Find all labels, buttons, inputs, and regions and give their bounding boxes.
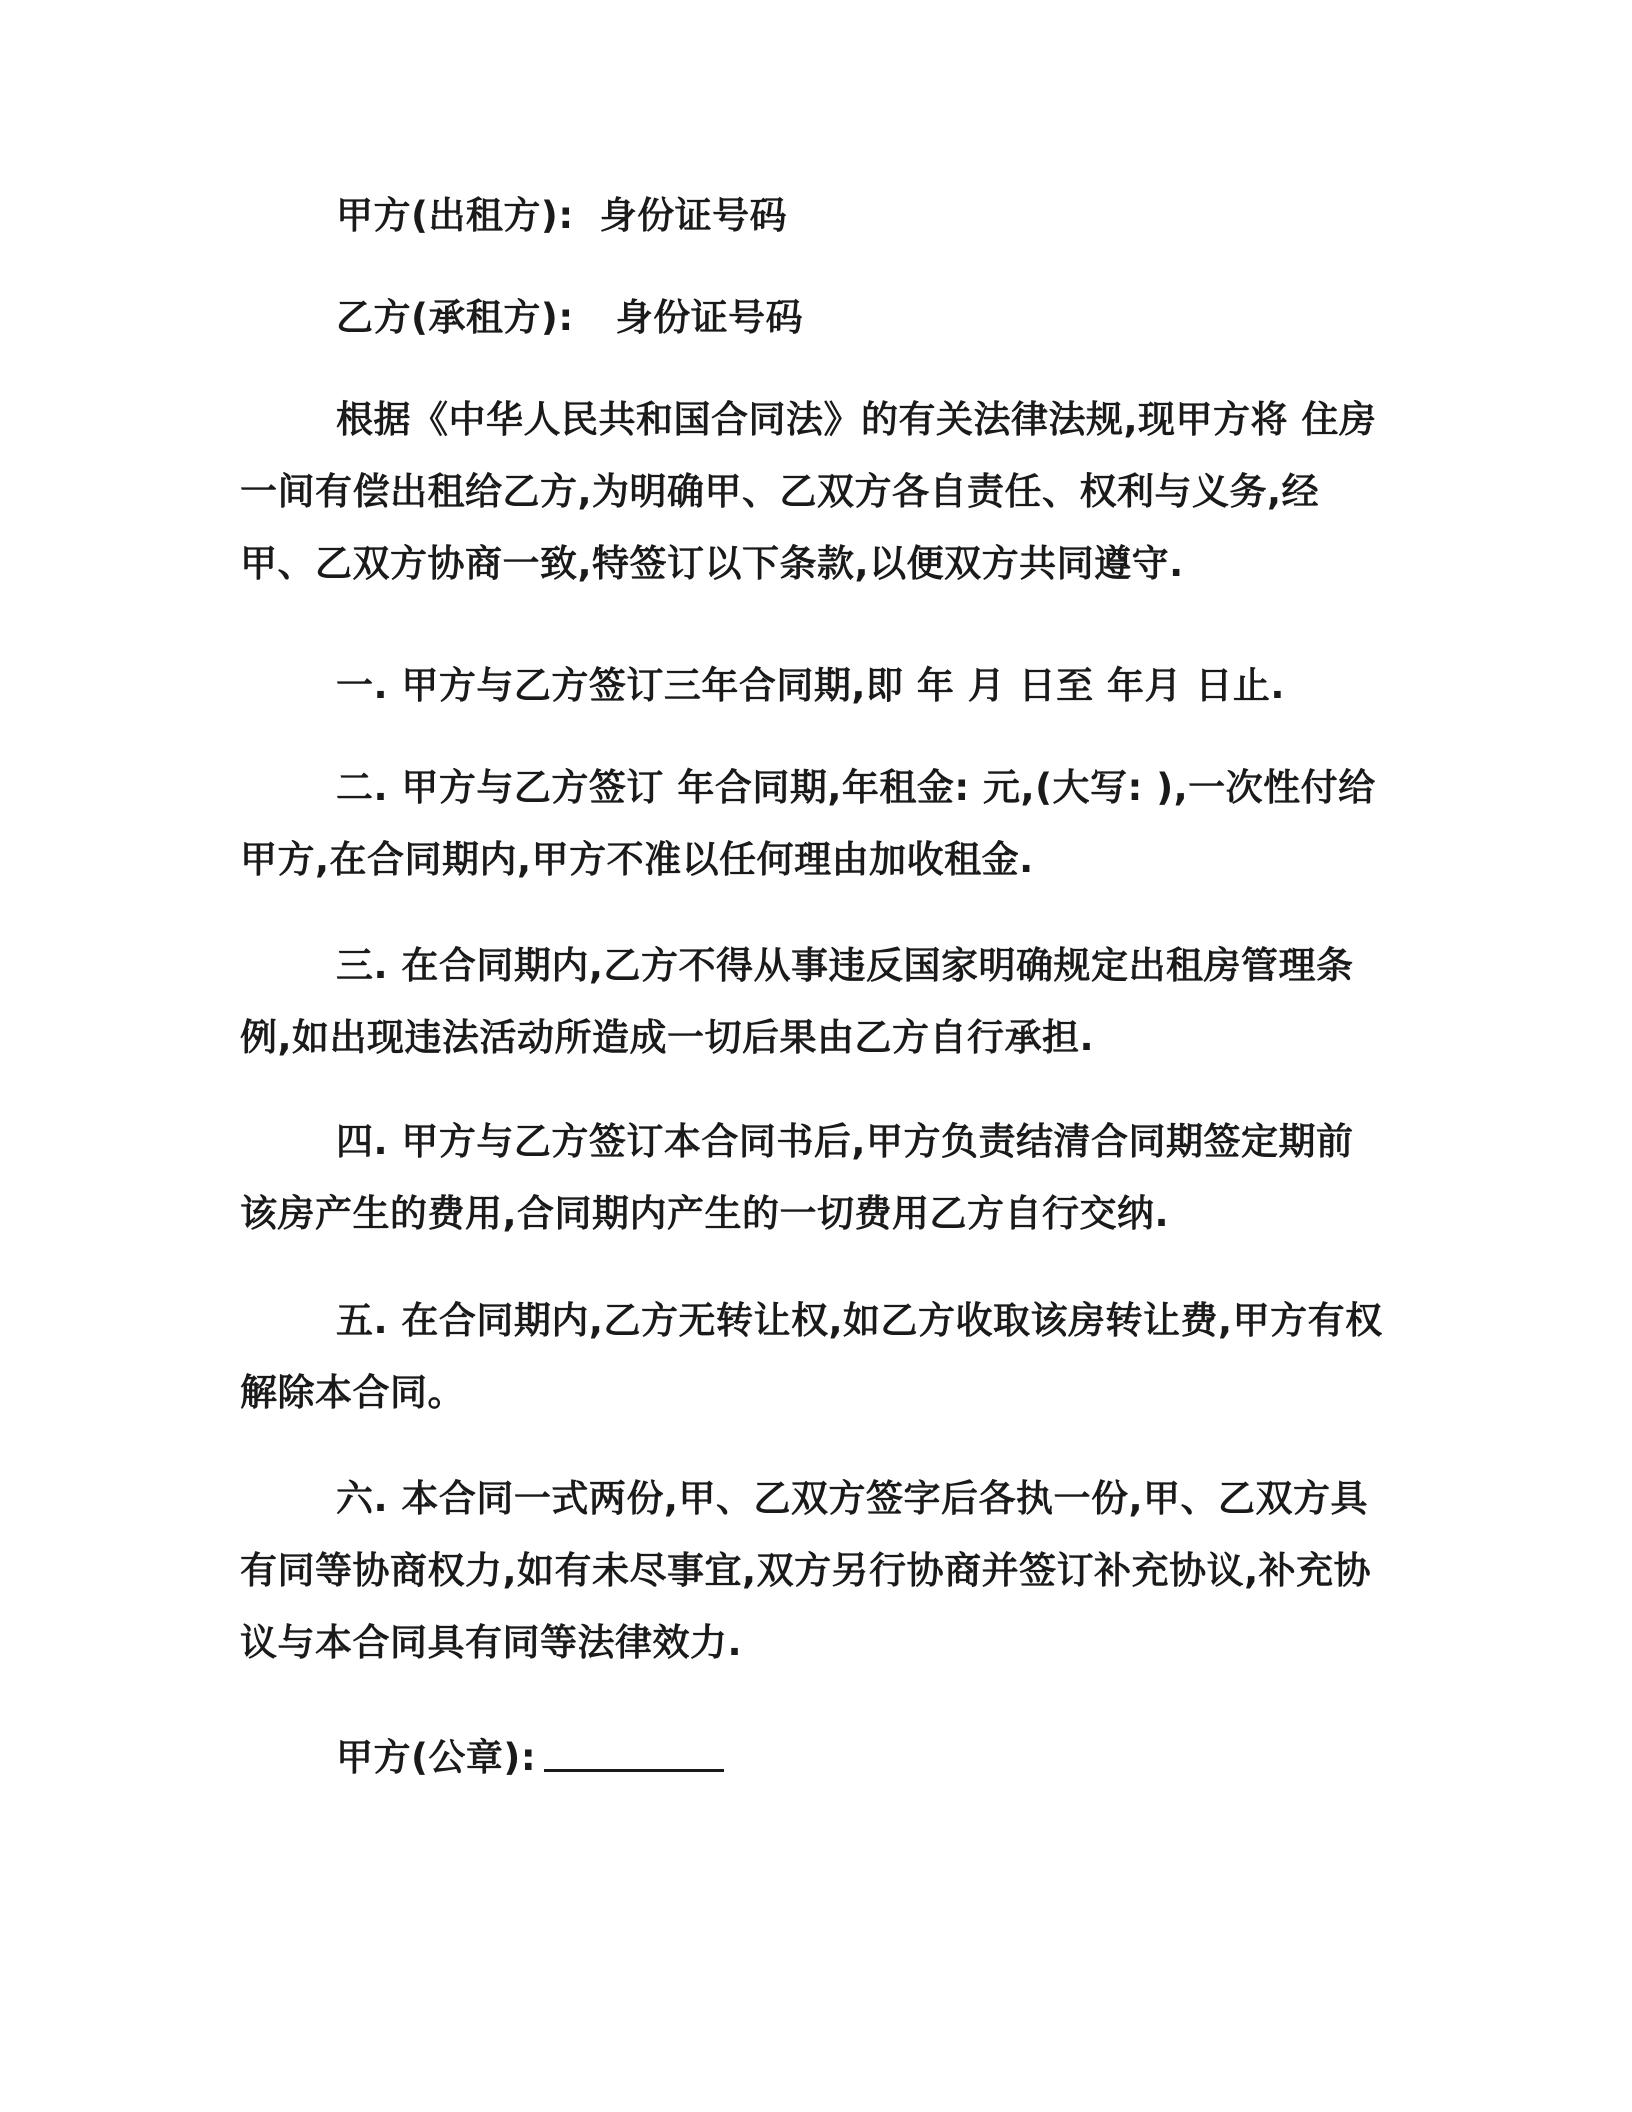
clause-4: 四. 甲方与乙方签订本合同书后,甲方负责结清合同期签定期前该房产生的费用,合同期内产生的一切费用乙方自行交纳. bbox=[240, 1120, 1354, 1235]
clause-2: 二. 甲方与乙方签订 年合同期,年租金: 元,(大写: ),一次性付给甲方,在合同期内,甲方不准以任何理由加收租金. bbox=[240, 766, 1376, 881]
party-b-line bbox=[240, 282, 1390, 354]
signature-line bbox=[240, 1722, 1390, 1794]
clause-1: 一. 甲方与乙方签订三年合同期,即 年 月 日至 年月 日止. bbox=[336, 664, 1285, 707]
party-a-id-field: 身份证号码 bbox=[599, 194, 788, 237]
party-a-label: 甲方(出租方): bbox=[336, 194, 574, 237]
signature-label: 甲方(公章): bbox=[336, 1736, 537, 1779]
party-a-line bbox=[240, 180, 1390, 252]
party-b-label: 乙方(承租方): bbox=[336, 296, 574, 339]
preamble-paragraph: 根据《中华人民共和国合同法》的有关法律法规,现甲方将 住房一间有偿出租给乙方,为明确甲、乙双方各自责任、权利与义务,经甲、乙双方协商一致,特签订以下条款,以便双方共同遵守. bbox=[240, 398, 1377, 585]
clause-3: 三. 在合同期内,乙方不得从事违反国家明确规定出租房管理条例,如出现违法活动所造成一切后果由乙方自行承担. bbox=[240, 944, 1354, 1059]
clause-5: 五. 在合同期内,乙方无转让权,如乙方收取该房转让费,甲方有权解除本合同。 bbox=[240, 1299, 1383, 1414]
party-b-id-field: 身份证号码 bbox=[615, 296, 804, 339]
clause-6: 六. 本合同一式两份,甲、乙双方签字后各执一份,甲、乙双方具有同等协商权力,如有未尽事宜,双方另行协商并签订补充协议,补充协议与本合同具有同等法律效力. bbox=[240, 1477, 1372, 1664]
signature-blank[interactable] bbox=[544, 1733, 724, 1772]
